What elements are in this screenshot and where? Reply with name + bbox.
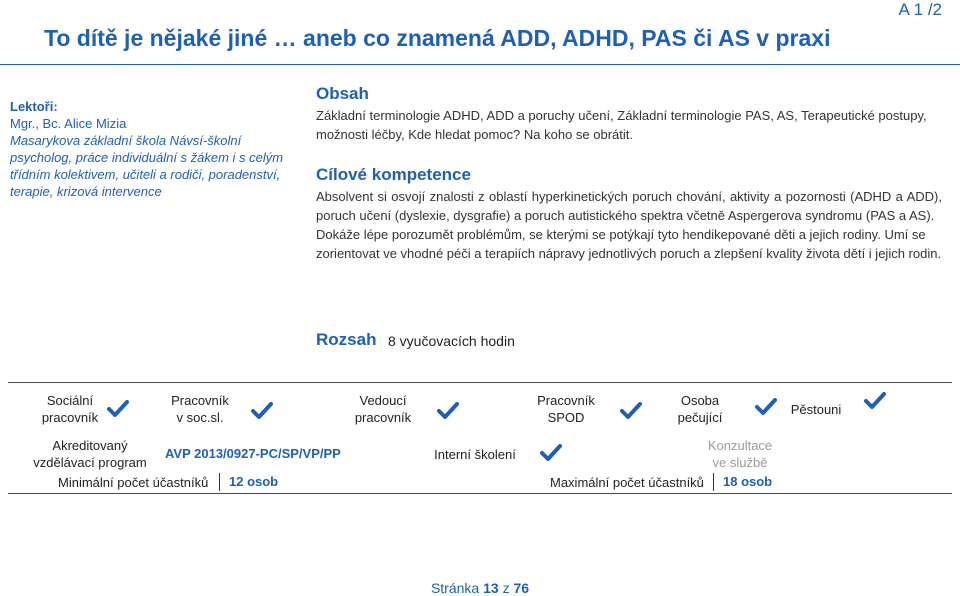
kompetence-paragraph-2-end: Umí se zorientovat ve vhodné péči a terapiích nápravy jednotlivých poruch a zlepšení kvality života dětí i jejich rodin. xyxy=(316,227,942,261)
lecturer-description: Masarykova základní škola Návsí-školní psycholog, práce individuální s žákem i s celým třídním kolektivem, učiteli a rodiči, poradenství, terapie, krizová intervence xyxy=(10,133,284,199)
check-icon xyxy=(755,398,777,416)
lecturers-block xyxy=(10,98,290,200)
page-number: A 1 /2 xyxy=(898,0,942,19)
table-top-rule xyxy=(8,382,952,383)
check-icon xyxy=(437,402,459,420)
target-group-5-line1: Osoba xyxy=(680,393,720,408)
accreditation-label-line1: Akreditovaný xyxy=(52,438,128,453)
kompetence-heading: Cílové kompetence xyxy=(316,165,471,184)
kompetence-text xyxy=(316,187,942,263)
target-group-4 xyxy=(526,392,606,426)
footer-middle: z xyxy=(502,580,510,596)
rozsah-value: 8 vyučovacích hodin xyxy=(388,333,515,349)
check-icon xyxy=(251,402,273,420)
max-participants-divider xyxy=(713,473,714,491)
accreditation-label-line2: vzdělávací program xyxy=(33,455,147,470)
target-group-2-line2: v soc.sl. xyxy=(176,410,224,425)
kompetence-paragraph-2 xyxy=(316,225,942,263)
target-group-3-line2: pracovník xyxy=(354,410,412,425)
target-group-3-line1: Vedoucí xyxy=(359,393,407,408)
target-group-4-line2: SPOD xyxy=(547,410,585,425)
target-group-3 xyxy=(343,392,423,426)
max-participants-label: Maximální počet účastníků xyxy=(550,475,704,490)
target-group-4-line1: Pracovník xyxy=(537,393,595,408)
target-group-1-line2: pracovník xyxy=(41,410,99,425)
footer-page-counter xyxy=(0,580,960,596)
internal-training-label: Interní školení xyxy=(434,447,516,462)
lecturer-name: Mgr., Bc. Alice Mizia xyxy=(10,116,127,131)
consultation-label-line1: Konzultace xyxy=(707,438,773,453)
check-icon xyxy=(864,392,886,410)
min-participants-value: 12 osob xyxy=(229,474,279,489)
accreditation-code: AVP 2013/0927-PC/SP/VP/PP xyxy=(165,446,341,461)
title-divider xyxy=(0,64,960,65)
target-group-2-line1: Pracovník xyxy=(171,393,229,408)
footer-prefix: Stránka xyxy=(430,580,480,596)
kompetence-paragraph-1: Absolvent si osvojí znalosti z oblastí hyperkinetických poruch chování, aktivity a pozornosti (ADHD a ADD), poruch učení (dyslexie, dysgrafie) a poruch autistického spektra včetně Aspergerova syndromu (PAS a AS). xyxy=(316,189,942,223)
target-group-1-line1: Sociální xyxy=(46,393,94,408)
rozsah-label: Rozsah xyxy=(316,330,377,349)
consultation-label xyxy=(694,437,786,471)
footer-total-pages: 76 xyxy=(513,580,530,596)
target-group-5 xyxy=(660,392,740,426)
target-group-1 xyxy=(30,392,110,426)
target-group-6 xyxy=(780,401,852,418)
consultation-label-line2: ve službě xyxy=(712,455,768,470)
lecturers-label: Lektoři: xyxy=(10,99,58,114)
check-icon xyxy=(540,444,562,462)
obsah-heading: Obsah xyxy=(316,84,369,103)
kompetence-paragraph-2-start: Dokáže lépe porozumět problémům, se kterými se potýkají tyto hendikepované děti a jejich rodiny. xyxy=(316,227,881,242)
min-participants-label: Minimální počet účastníků xyxy=(58,475,209,490)
obsah-text: Základní terminologie ADHD, ADD a poruchy učení, Základní terminologie PAS, AS, Terapeutické postupy, možnosti léčby, Kde hledat pomoc? Na koho se obrátit. xyxy=(316,108,927,142)
accreditation-label xyxy=(20,437,160,471)
min-participants-divider xyxy=(219,473,220,491)
target-group-2 xyxy=(160,392,240,426)
check-icon xyxy=(107,400,129,418)
target-group-5-line2: pečující xyxy=(677,410,723,425)
max-participants-value: 18 osob xyxy=(723,474,773,489)
page-title: To dítě je nějaké jiné … aneb co znamená ADD, ADHD, PAS či AS v praxi xyxy=(44,25,831,51)
target-group-6-line1: Pěstouni xyxy=(790,402,842,417)
footer-current-page: 13 xyxy=(483,580,499,596)
table-bottom-rule xyxy=(8,493,952,494)
check-icon xyxy=(620,402,642,420)
